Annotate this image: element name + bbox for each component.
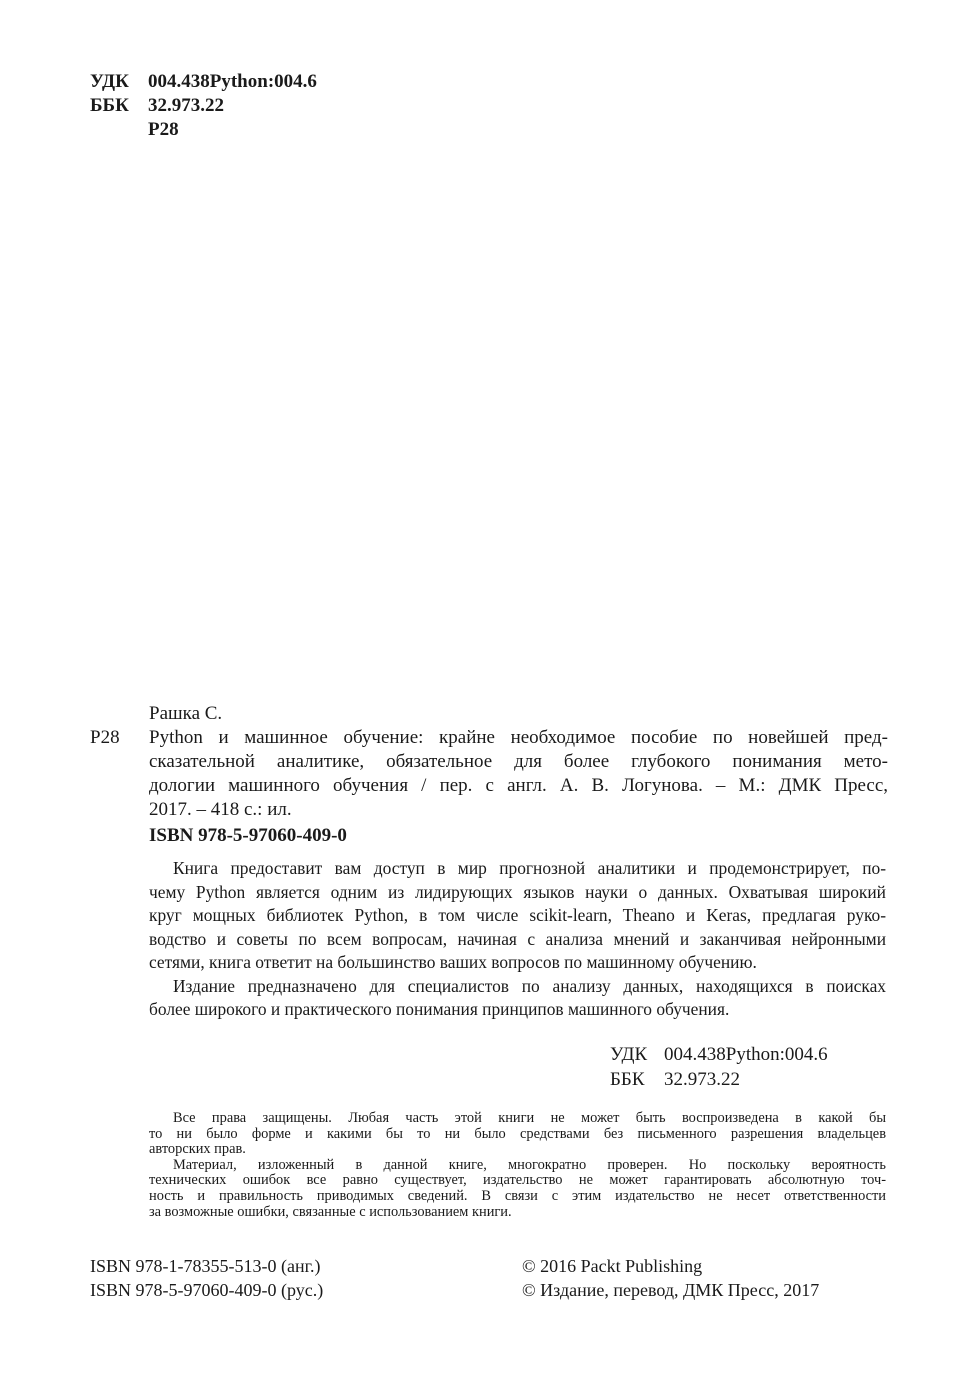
footer-isbn	[90, 1254, 323, 1302]
udk-label: УДК	[610, 1044, 648, 1065]
biblio-line: сказательной аналитике, обязательное для более глубокого понимания мето-	[149, 751, 888, 772]
classification-bottom	[610, 1042, 828, 1092]
notice-line: технических ошибок все равно существует, издательство не может гарантировать абсолютную точ-	[149, 1172, 886, 1189]
abstract-paragraph-1	[149, 857, 886, 975]
bbk-label: ББК	[90, 95, 129, 116]
bbk-row	[90, 94, 317, 118]
biblio-line: 2017. – 418 с.: ил.	[149, 799, 292, 820]
author-code-row	[90, 118, 317, 142]
bibliographic-record	[90, 702, 888, 822]
notice-line: ность и правильность приводимых сведений. В связи с этим издательство не несет ответственности	[149, 1187, 886, 1204]
notice-line: авторских прав.	[149, 1141, 246, 1158]
notice-paragraph-1	[149, 1111, 886, 1158]
rights-notice	[149, 1111, 886, 1220]
biblio-entry	[90, 726, 888, 822]
isbn-main: ISBN 978-5-97060-409-0	[149, 825, 347, 846]
biblio-description	[149, 726, 888, 822]
udk-value: 004.438Python:004.6	[664, 1044, 828, 1065]
notice-line: то ни было форме и какими бы то ни было средствами без письменного разрешения владельцев	[149, 1125, 886, 1142]
copyright-packt: © 2016 Packt Publishing	[522, 1256, 703, 1276]
biblio-code: Р28	[90, 727, 120, 748]
notice-line: Все права защищены. Любая часть этой книги не может быть воспроизведена в какой бы	[173, 1110, 886, 1126]
bbk-value: 32.973.22	[664, 1069, 740, 1090]
abstract-line: более широкого и практического понимания принципов машинного обучения.	[149, 999, 730, 1019]
author-name: Рашка С.	[149, 703, 223, 724]
abstract-line: Книга предоставит вам доступ в мир прогнозной аналитики и продемонстрирует, по-	[173, 858, 886, 878]
footer-copyright	[522, 1254, 819, 1302]
abstract-line: круг мощных библиотек Python, в том числе scikit-learn, Theano и Keras, предлагая руко-	[149, 905, 886, 925]
abstract-line: Издание предназначено для специалистов по анализу данных, находящихся в поисках	[173, 975, 886, 996]
bbk-row	[610, 1067, 828, 1092]
isbn-english: ISBN 978-1-78355-513-0 (анг.)	[90, 1256, 321, 1276]
udk-value: 004.438Python:004.6	[148, 71, 317, 92]
copyright-dmk: © Издание, перевод, ДМК Пресс, 2017	[522, 1280, 820, 1300]
classification-top	[90, 70, 317, 142]
biblio-line: дологии машинного обучения / пер. с англ. А. В. Логунова. – М.: ДМК Пресс,	[149, 775, 888, 796]
abstract-line: водство и советы по всем вопросам, начиная с анализа мнений и заканчивая нейронными	[149, 928, 886, 949]
notice-line: за возможные ошибки, связанные с использованием книги.	[149, 1203, 512, 1220]
udk-row	[90, 70, 317, 94]
author-code: Р28	[148, 119, 179, 140]
bbk-value: 32.973.22	[148, 95, 224, 116]
abstract-paragraph-2	[149, 975, 886, 1022]
abstract	[149, 857, 886, 1022]
abstract-line: чему Python является одним из лидирующих языков науки о данных. Охватывая широкий	[149, 881, 886, 902]
biblio-line: Python и машинное обучение: крайне необходимое пособие по новейшей пред-	[149, 727, 888, 748]
abstract-line: сетями, книга ответит на большинство ваших вопросов по машинному обучению.	[149, 952, 757, 972]
udk-label: УДК	[90, 71, 129, 92]
bbk-label: ББК	[610, 1069, 645, 1090]
udk-row	[610, 1042, 828, 1067]
isbn-russian: ISBN 978-5-97060-409-0 (рус.)	[90, 1280, 324, 1300]
notice-paragraph-2	[149, 1158, 886, 1220]
notice-line: Материал, изложенный в данной книге, многократно проверен. Но поскольку вероятность	[173, 1156, 886, 1173]
